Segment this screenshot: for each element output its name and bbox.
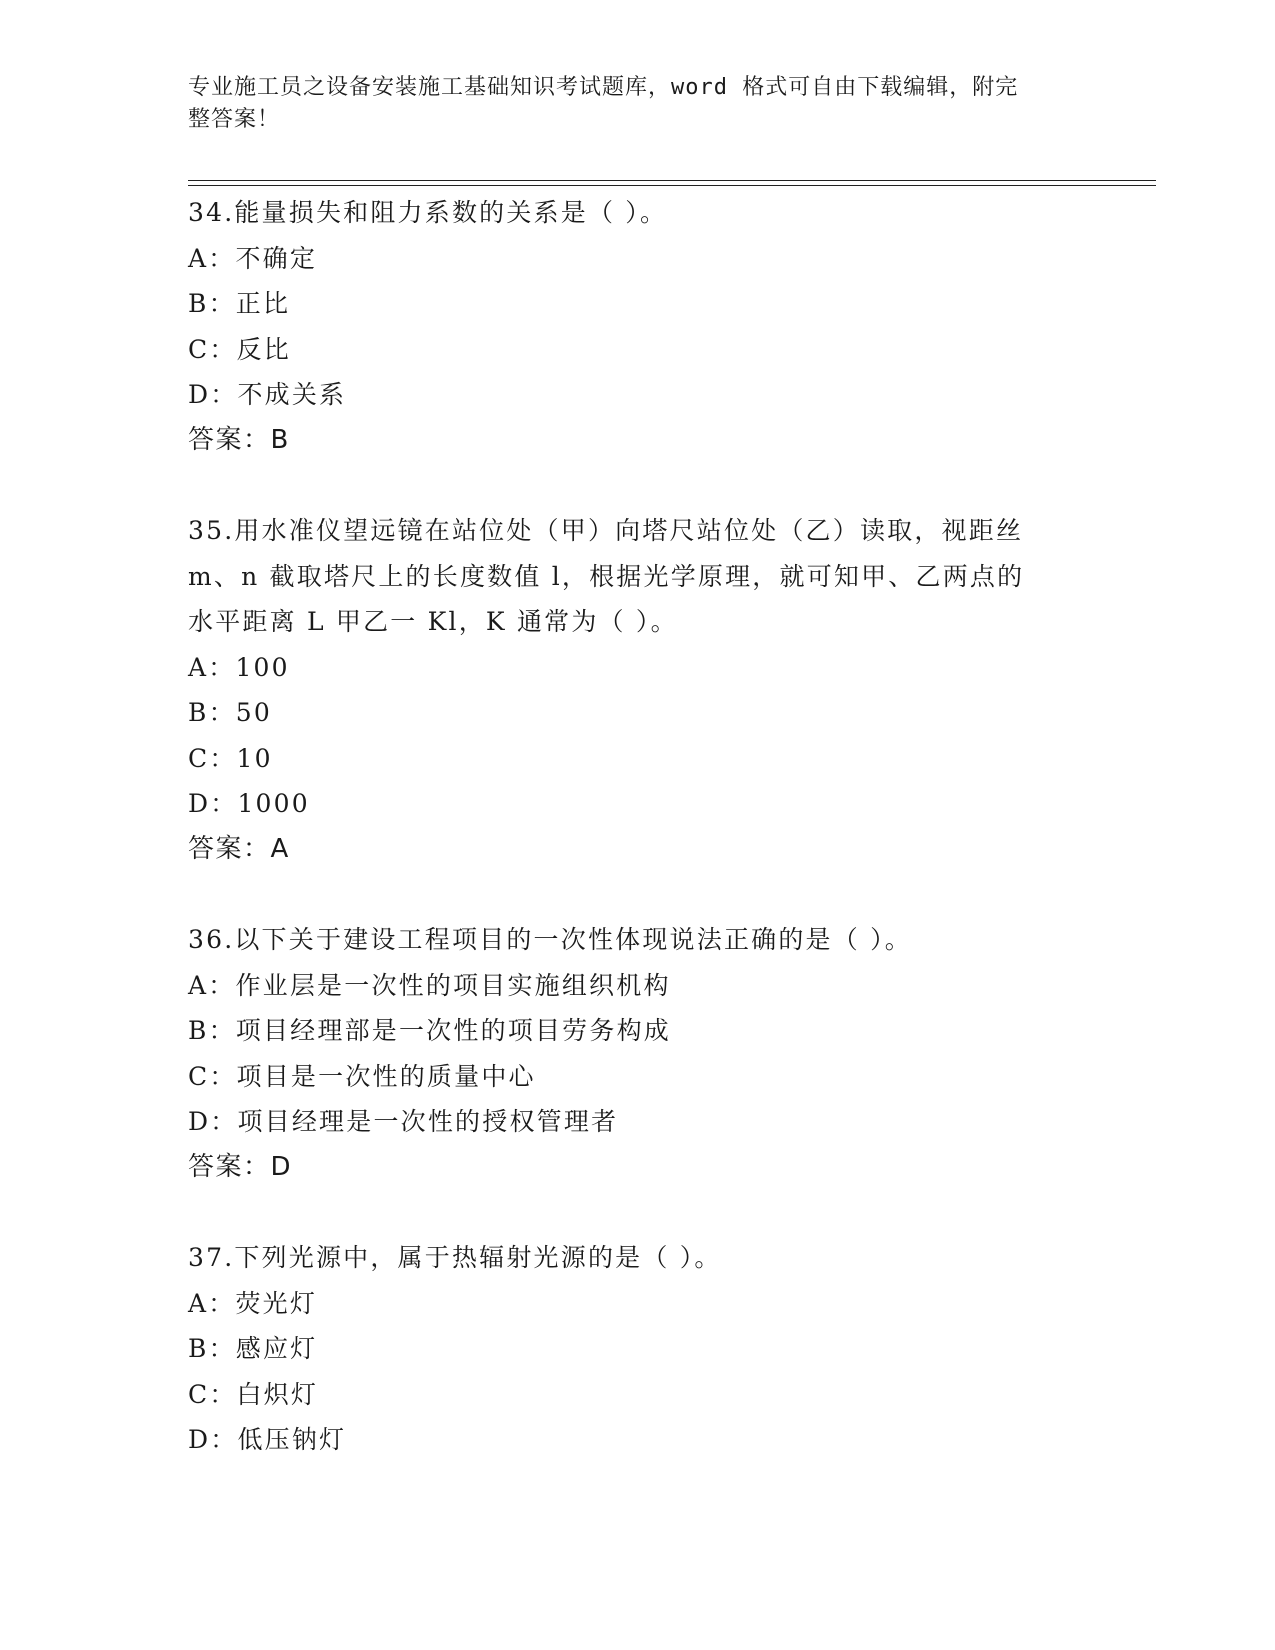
option-b: B：正比 — [188, 289, 291, 318]
option-a: A：100 — [188, 652, 290, 682]
header-divider-top — [188, 180, 1156, 181]
option-d: D：项目经理是一次性的授权管理者 — [188, 1107, 619, 1136]
answer: 答案：B — [188, 424, 290, 455]
answer: 答案：D — [188, 1151, 293, 1182]
document-header — [188, 72, 1068, 136]
option-c: C：10 — [188, 743, 273, 773]
question-stem: 36.以下关于建设工程项目的一次性体现说法正确的是（ ）。 — [188, 925, 913, 954]
option-c: C：白炽灯 — [188, 1379, 319, 1409]
option-d: D：1000 — [188, 789, 310, 818]
answer: 答案：A — [188, 833, 290, 864]
option-d: D：不成关系 — [188, 380, 347, 409]
question-34 — [188, 190, 1088, 463]
question-35 — [188, 508, 1088, 872]
question-stem-line-2: m、n 截取塔尺上的长度数值 l，根据光学原理，就可知甲、乙两点的 — [188, 561, 1025, 591]
option-a: A：作业层是一次性的项目实施组织机构 — [188, 970, 671, 1000]
option-b: B：感应灯 — [188, 1334, 318, 1363]
question-36 — [188, 917, 1088, 1190]
header-divider-bottom — [188, 185, 1156, 186]
option-a: A：荧光灯 — [188, 1288, 318, 1318]
header-line-1: 专业施工员之设备安装施工基础知识考试题库，word 格式可自由下载编辑，附完 — [188, 75, 1019, 100]
option-c: C：项目是一次性的质量中心 — [188, 1061, 536, 1091]
question-list — [188, 190, 1088, 1463]
option-a: A：不确定 — [188, 243, 318, 273]
question-stem: 34.能量损失和阻力系数的关系是（ ）。 — [188, 198, 668, 227]
option-b: B：项目经理部是一次性的项目劳务构成 — [188, 1016, 671, 1045]
header-line-2: 整答案！ — [188, 107, 281, 132]
question-stem-line-1: 35.用水准仪望远镜在站位处（甲）向塔尺站位处（乙）读取，视距丝 — [188, 516, 1024, 545]
question-stem-line-3: 水平距离 L 甲乙一 Kl，K 通常为（ ）。 — [188, 607, 678, 636]
question-stem: 37.下列光源中，属于热辐射光源的是（ ）。 — [188, 1243, 722, 1272]
option-b: B：50 — [188, 698, 272, 727]
question-37 — [188, 1235, 1088, 1463]
option-c: C：反比 — [188, 334, 291, 364]
option-d: D：低压钠灯 — [188, 1425, 347, 1454]
